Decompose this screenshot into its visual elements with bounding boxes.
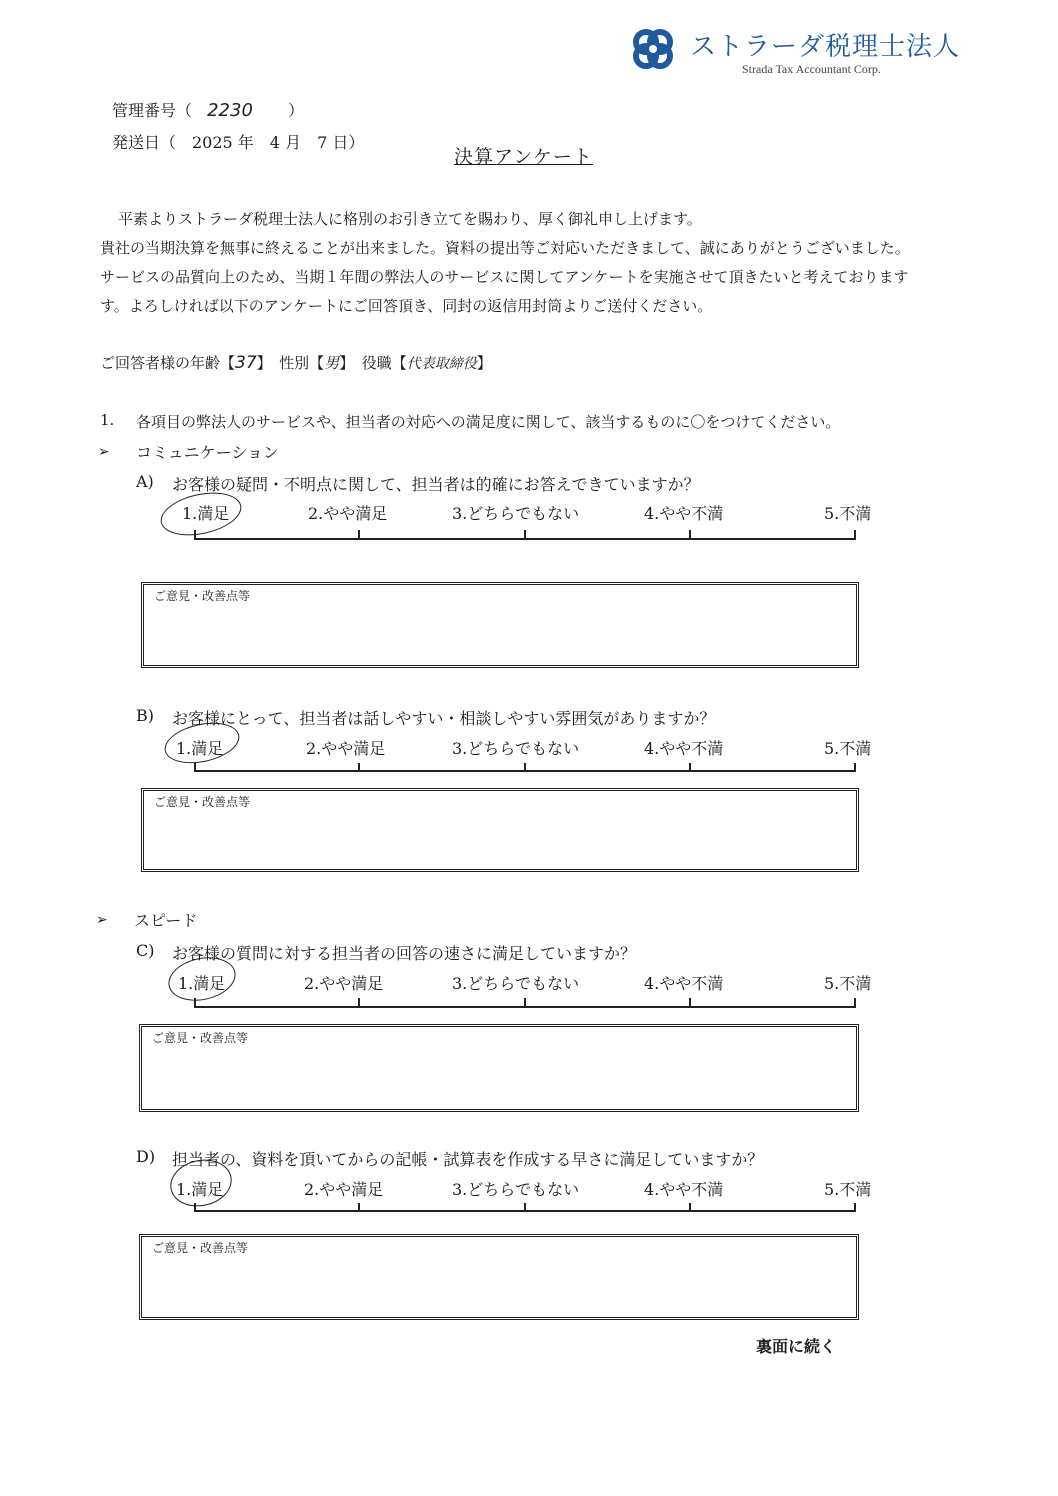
mgmt-close: ） xyxy=(288,101,305,120)
question-a-tick-3 xyxy=(524,530,526,538)
question-c-option-4[interactable]: 4.やや不満 xyxy=(644,974,724,993)
question-b-tick-5 xyxy=(854,763,856,771)
question-d-tick-4 xyxy=(689,1203,691,1211)
age-value: 37 xyxy=(235,353,257,373)
question-b-tick-3 xyxy=(524,763,526,771)
role-close: 】 xyxy=(476,354,492,372)
question-b-option-3[interactable]: 3.どちらでもない xyxy=(452,739,580,758)
comment-label: ご意見・改善点等 xyxy=(154,589,251,603)
gender-value: 男 xyxy=(324,354,340,372)
comment-label: ご意見・改善点等 xyxy=(152,1241,249,1255)
question-a-label: A) xyxy=(136,472,154,491)
question-d-option-5[interactable]: 5.不満 xyxy=(824,1180,872,1199)
question-a-comment-box[interactable] xyxy=(141,582,859,668)
question-d-option-2[interactable]: 2.やや満足 xyxy=(304,1180,384,1199)
intro-line-4: す。よろしければ以下のアンケートにご回答頂き、同封の返信用封筒よりご送付ください。 xyxy=(100,297,713,315)
comment-label: ご意見・改善点等 xyxy=(154,795,251,809)
question-c-tick-1 xyxy=(194,998,196,1006)
gender-label: 】 性別【 xyxy=(256,354,325,372)
question-a-option-5[interactable]: 5.不満 xyxy=(824,504,872,523)
question-b-option-4[interactable]: 4.やや不満 xyxy=(644,739,724,758)
page-title: 決算アンケート xyxy=(454,146,593,168)
question-c-comment-box[interactable] xyxy=(139,1024,859,1112)
question-c-text: お客様の質問に対する担当者の回答の速さに満足していますか？ xyxy=(172,944,637,963)
question-d-tick-5 xyxy=(854,1203,856,1211)
company-sub: Strada Tax Accountant Corp. xyxy=(742,62,881,76)
company-logo xyxy=(628,24,678,74)
section-heading-speed: スピード xyxy=(134,911,198,930)
age-label: ご回答者様の年齢【 xyxy=(100,354,236,372)
question-d-label: D) xyxy=(136,1147,156,1166)
section-heading-communication: コミュニケーション xyxy=(136,443,280,462)
intro-line-1: 平素よりストラーダ税理士法人に格別のお引き立てを賜わり、厚く御礼申し上げます。 xyxy=(118,210,702,228)
mgmt-value: 2230 xyxy=(207,100,253,121)
strada-swirl-logo-icon xyxy=(628,24,678,74)
question-b-comment-box[interactable] xyxy=(141,788,859,872)
management-number xyxy=(112,98,304,121)
question-a-scale-line xyxy=(194,538,856,540)
question-a-option-2[interactable]: 2.やや満足 xyxy=(308,504,388,523)
role-value: 代表取締役 xyxy=(406,356,477,372)
question-c-option-5[interactable]: 5.不満 xyxy=(824,974,872,993)
intro-line-3: サービスの品質向上のため、当期１年間の弊法人のサービスに関してアンケートを実施させて頂きたいと考えております xyxy=(100,268,909,286)
question-a-option-4[interactable]: 4.やや不満 xyxy=(644,504,724,523)
question-d-tick-2 xyxy=(358,1203,360,1211)
arrow-bullet-icon: ➢ xyxy=(98,444,110,460)
question-a-tick-1 xyxy=(194,530,196,538)
question-b-tick-4 xyxy=(689,763,691,771)
question-a-tick-2 xyxy=(358,530,360,538)
question-b-label: B) xyxy=(136,706,154,725)
comment-label: ご意見・改善点等 xyxy=(152,1031,249,1045)
question-a-text: お客様の疑問・不明点に関して、担当者は的確にお答えできていますか？ xyxy=(172,475,700,494)
question-b-text: お客様にとって、担当者は話しやすい・相談しやすい雰囲気がありますか？ xyxy=(172,709,716,728)
question-d-text: 担当者の、資料を頂いてからの記帳・試算表を作成する早さに満足していますか？ xyxy=(172,1150,764,1169)
instruction-text: 各項目の弊法人のサービスや、担当者の対応への満足度に関して、該当するものに〇をつけてください。 xyxy=(136,413,841,431)
instruction-number: 1. xyxy=(100,411,115,429)
question-d-comment-box[interactable] xyxy=(139,1234,859,1320)
role-label: 】 役職【 xyxy=(339,354,407,372)
question-b-tick-1 xyxy=(194,763,196,771)
question-b-tick-2 xyxy=(358,763,360,771)
question-c-tick-2 xyxy=(358,998,360,1006)
question-b-option-5[interactable]: 5.不満 xyxy=(824,739,872,758)
mgmt-label: 管理番号（ xyxy=(112,101,193,120)
question-a-option-3[interactable]: 3.どちらでもない xyxy=(452,504,580,523)
question-c-tick-4 xyxy=(689,998,691,1006)
question-d-option-3[interactable]: 3.どちらでもない xyxy=(452,1180,580,1199)
arrow-bullet-icon: ➢ xyxy=(96,912,108,928)
question-b-option-1[interactable]: 1.満足 xyxy=(176,739,224,758)
question-a-tick-5 xyxy=(854,530,856,538)
company-name: ストラーダ税理士法人 xyxy=(690,32,961,62)
intro-line-2: 貴社の当期決算を無事に終えることが出来ました。資料の提出等ご対応いただきまして、誠にありがとうございました。 xyxy=(100,239,910,257)
continued-on-back: 裏面に続く xyxy=(756,1337,837,1356)
question-c-option-2[interactable]: 2.やや満足 xyxy=(304,974,384,993)
question-c-option-1[interactable]: 1.満足 xyxy=(178,974,226,993)
question-c-tick-3 xyxy=(524,998,526,1006)
question-c-scale-line xyxy=(194,1006,856,1008)
question-a-option-1[interactable]: 1.満足 xyxy=(182,504,230,523)
question-b-option-2[interactable]: 2.やや満足 xyxy=(306,739,386,758)
question-c-option-3[interactable]: 3.どちらでもない xyxy=(452,974,580,993)
question-d-tick-3 xyxy=(524,1203,526,1211)
question-c-tick-5 xyxy=(854,998,856,1006)
question-d-option-1[interactable]: 1.満足 xyxy=(176,1180,224,1199)
question-a-tick-4 xyxy=(689,530,691,538)
question-c-label: C) xyxy=(136,941,155,960)
send-date: 発送日（ 2025 年 4 月 7 日） xyxy=(112,133,365,152)
question-d-option-4[interactable]: 4.やや不満 xyxy=(644,1180,724,1199)
respondent-info xyxy=(100,352,492,373)
question-d-tick-1 xyxy=(194,1203,196,1211)
